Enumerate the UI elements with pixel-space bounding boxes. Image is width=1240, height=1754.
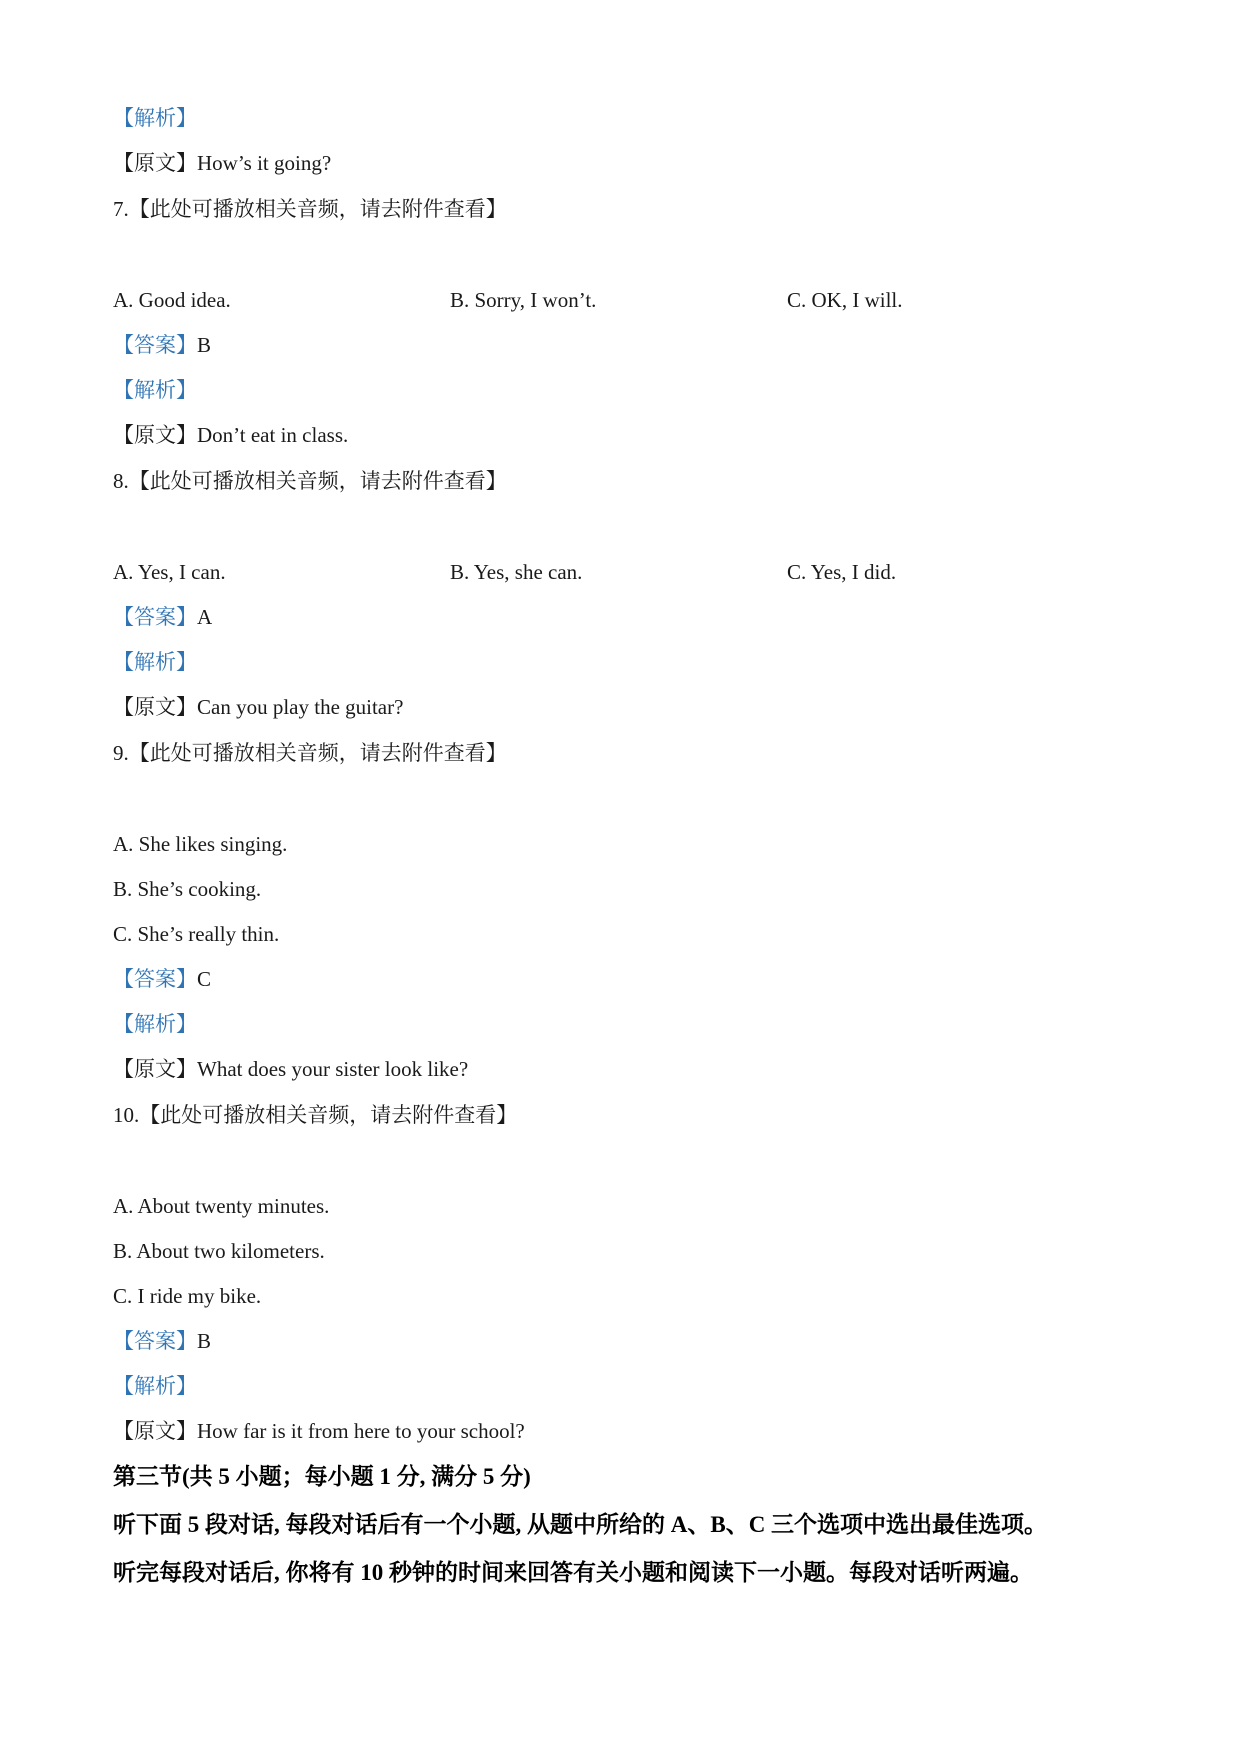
- answer-label: 【答案】: [113, 1329, 197, 1353]
- answer-value: C: [197, 967, 212, 991]
- answer-value: B: [197, 333, 212, 357]
- answer-line: [113, 603, 212, 631]
- section-instruction-line-1: 听下面 5 段对话, 每段对话后有一个小题, 从题中所给的 A、B、C 三个选项中选出最佳选项。: [113, 1512, 1048, 1537]
- question-10-option-a: A. About twenty minutes.: [113, 1194, 330, 1218]
- audio-placeholder: 【此处可播放相关音频，请去附件查看】: [128, 197, 507, 221]
- transcript-line: [113, 693, 403, 721]
- transcript-label: 【原文】: [113, 695, 197, 719]
- answer-value: B: [197, 1329, 212, 1353]
- question-number: 8.: [113, 469, 129, 493]
- transcript-line: [113, 421, 348, 449]
- audio-placeholder: 【此处可播放相关音频，请去附件查看】: [139, 1103, 518, 1127]
- transcript-label: 【原文】: [113, 1057, 197, 1081]
- transcript-line: [113, 1417, 525, 1445]
- transcript-label: 【原文】: [113, 151, 197, 175]
- question-10-option-c: C. I ride my bike.: [113, 1284, 262, 1308]
- section-heading: 第三节(共 5 小题；每小题 1 分, 满分 5 分): [113, 1464, 531, 1489]
- answer-label: 【答案】: [113, 605, 197, 629]
- question-number: 10.: [113, 1103, 140, 1127]
- transcript-text: What does your sister look like?: [197, 1057, 469, 1081]
- question-8-header: [113, 467, 507, 495]
- question-7-option-b: B. Sorry, I won’t.: [450, 288, 597, 312]
- question-9-option-b: B. She’s cooking.: [113, 877, 262, 901]
- answer-label: 【答案】: [113, 967, 197, 991]
- transcript-text: Don’t eat in class.: [197, 423, 349, 447]
- question-7-option-a: A. Good idea.: [113, 288, 231, 312]
- analysis-label: 【解析】: [113, 1012, 197, 1036]
- answer-line: [113, 1327, 211, 1355]
- section-instruction-line-2: 听完每段对话后, 你将有 10 秒钟的时间来回答有关小题和阅读下一小题。每段对话听两遍。: [113, 1560, 1033, 1585]
- question-7-header: [113, 195, 507, 223]
- question-8-option-c: C. Yes, I did.: [787, 560, 897, 584]
- question-9-option-c: C. She’s really thin.: [113, 922, 280, 946]
- answer-line: [113, 965, 211, 993]
- question-number: 7.: [113, 197, 129, 221]
- question-8-option-b: B. Yes, she can.: [450, 560, 583, 584]
- transcript-line: [113, 149, 331, 177]
- analysis-label: 【解析】: [113, 650, 197, 674]
- transcript-text: How far is it from here to your school?: [197, 1419, 525, 1443]
- transcript-text: Can you play the guitar?: [197, 695, 404, 719]
- analysis-label: 【解析】: [113, 106, 197, 130]
- question-8-option-a: A. Yes, I can.: [113, 560, 226, 584]
- audio-placeholder: 【此处可播放相关音频，请去附件查看】: [128, 741, 507, 765]
- question-9-option-a: A. She likes singing.: [113, 832, 288, 856]
- question-7-option-c: C. OK, I will.: [787, 288, 903, 312]
- answer-line: [113, 331, 211, 359]
- question-9-header: [113, 739, 507, 767]
- transcript-label: 【原文】: [113, 423, 197, 447]
- question-10-header: [113, 1101, 517, 1129]
- transcript-line: [113, 1055, 468, 1083]
- question-number: 9.: [113, 741, 129, 765]
- answer-label: 【答案】: [113, 333, 197, 357]
- analysis-label: 【解析】: [113, 1374, 197, 1398]
- audio-placeholder: 【此处可播放相关音频，请去附件查看】: [128, 469, 507, 493]
- question-10-option-b: B. About two kilometers.: [113, 1239, 325, 1263]
- transcript-label: 【原文】: [113, 1419, 197, 1443]
- transcript-text: How’s it going?: [197, 151, 332, 175]
- analysis-label: 【解析】: [113, 378, 197, 402]
- answer-value: A: [197, 605, 213, 629]
